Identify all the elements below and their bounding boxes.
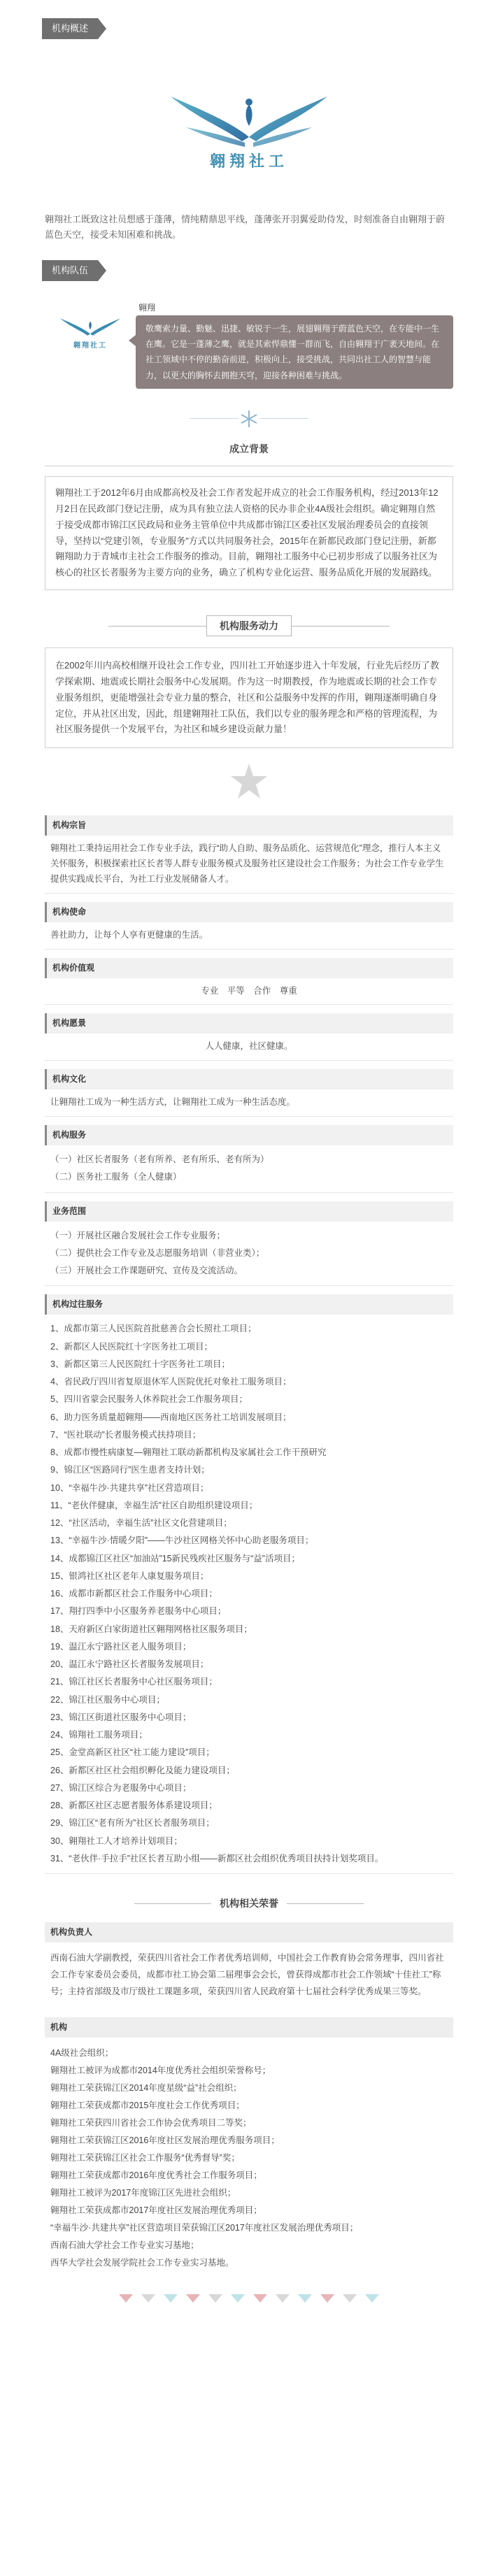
projects-card [45, 1294, 453, 1874]
list-item: 12、“社区活动，幸福生活”社区文化营建项目； [50, 1518, 232, 1529]
snowflake-icon [239, 408, 259, 429]
list-item: 翱翔社工被评为成都市2014年度优秀社会组织荣誉称号； [50, 2065, 271, 2075]
list-item: 翱翔社工荣获成都市2015年度社会工作优秀项目； [50, 2100, 245, 2110]
divider-line [292, 626, 390, 627]
star-icon [228, 761, 270, 803]
background-text: 翱翔社工于2012年6月由成都高校及社会工作者发起并成立的社会工作服务机构，经过2013年12月2日在民政部门登记注册，成为具有独立法人资格的民办非企业4A级社会组织。确定翱翔自然于接受成都市锦江区民政局和业务主管单位中共成都市锦江区委社区发展治理委员会的直接领导，坚持以“党建引领，专业服务”方式以共同服务社会，2015年在新都民政部门登记注册，新都翱翔助力于青城市主社会工作服务的推动。目前，翱翔社工服务中心已初步形成了以服务社区为核心的社区长者服务为主要方向的业务，确立了机构专业化运营、服务品质化开展的发展路线。 [55, 487, 439, 578]
triangle-icon [320, 2294, 334, 2303]
list-item: 20、温江永宁路社区长者服务发展项目； [50, 1659, 209, 1670]
honor-person-body: 西南石油大学副教授，荣获四川省社会工作者优秀培训师，中国社会工作教育协会常务理事，四川省社会工作专家委员会委员，成都市社工协会第二届理事会会长，曾获得成都市社会工作领域“十佳社工”称号；主持省部级及市厅级社工课题多项，荣获四川省人民政府第十七届社会科学优秀成果三等奖。 [50, 1952, 444, 1997]
intro-paragraph: 翱翔社工既致这社员想感于蓬薄，情纯精鼎思平线，蓬薄张开羽翼爱助侍发，时刻准备自由翱翔于蔚蓝色天空，接受未知困难和挑战。 [45, 213, 446, 241]
divider-line [259, 418, 308, 419]
services-head: 机构服务 [45, 1125, 453, 1145]
team-logo-text: 翱翔社工 [73, 342, 107, 350]
info-card-head: 机构文化 [45, 1069, 453, 1089]
info-card [45, 902, 453, 950]
divider-line [287, 1903, 364, 1904]
team-description-box: 敬鹰索力量、勤魅、迅捷、敏锐于一生，展翅翱翔于蔚蓝色天空，在专能中一生在鹰。它是一蓬薄之鹰，就是其索悍鼎懂一群而飞，自由翱翔于广袤天地间。在社工领域中不停的勤奋前进，积极向上，接受挑战，共同出社工人的智慧与能力，以更大的胸怀去拥抱天穹，迎接各种困难与挑战。 [136, 315, 453, 389]
list-item: 17、翔打四季中小区服务养老服务中心项目； [50, 1606, 227, 1617]
list-item: 16、成都市新都区社会工作服务中心项目； [50, 1589, 218, 1599]
divider-ornament [45, 408, 453, 429]
list-item: 2、新都区人民医院红十字医务社工项目； [50, 1341, 213, 1352]
overview-tag-label: 机构概述 [42, 18, 98, 39]
list-item: 3、新都区第三人民医院红十字医务社工项目； [50, 1359, 230, 1369]
list-item: 西南石油大学社会工作专业实习基地； [50, 2240, 199, 2250]
honors-title-row [45, 1895, 453, 1912]
background-box [45, 476, 453, 590]
divider-line [134, 1903, 211, 1904]
triangle-icon [186, 2294, 200, 2303]
list-item: 10、“幸福牛沙·共建共享”社区营造项目； [50, 1482, 209, 1493]
triangle-icon [253, 2294, 267, 2303]
footer-ornament [45, 2294, 453, 2303]
brand-logo [45, 81, 453, 176]
background-section [45, 441, 453, 590]
list-item: 6、助力医务质量超翱翔——西南地区医务社工培训发展项目； [50, 1412, 292, 1422]
info-card-body: 让翱翔社工成为一种生活方式，让翱翔社工成为一种生活态度。 [45, 1089, 453, 1117]
list-item: 翱翔社工荣获四川省社会工作协会优秀项目二等奖； [50, 2117, 252, 2128]
list-item: （二）医务社工服务（全人健康） [50, 1172, 182, 1182]
list-item: 29、锦江区“老有所为”社区长者服务项目； [50, 1818, 215, 1829]
team-title: 翱翔 [138, 303, 156, 313]
info-card [45, 815, 453, 894]
list-item: 27、锦江区综合为老服务中心项目； [50, 1782, 192, 1793]
tag-arrow [98, 260, 106, 281]
list-item: （一）开展社区融合发展社会工作专业服务； [50, 1230, 226, 1240]
list-item: 23、锦江区街道社区服务中心项目； [50, 1712, 192, 1722]
triangle-icon [141, 2294, 155, 2303]
list-item: 4A级社会组织； [50, 2047, 114, 2058]
triangle-icon [276, 2294, 290, 2303]
info-card [45, 958, 453, 1006]
honor-org-card [45, 2017, 453, 2279]
list-item: 翱翔社工荣获锦江区社会工作服务“优秀督导”奖； [50, 2152, 240, 2163]
honor-person-head: 机构负责人 [45, 1922, 453, 1942]
list-item: 19、温江永宁路社区老人服务项目； [50, 1641, 192, 1652]
info-card-body: 翱翔社工秉持运用社会工作专业手法，践行“助人自助、服务品质化、运营规范化”理念，推行人本主义关怀服务，积极探索社区长者等人群专业服务模式及服务社区建设社会工作服务；为社会工作专业学生提供实践成长平台，为社工行业发展储备人才。 [45, 836, 453, 894]
honors-title: 机构相关荣誉 [220, 1898, 278, 1910]
list-item: 13、“幸福牛沙·情暖夕阳”——牛沙社区网格关怀中心助老服务项目； [50, 1536, 314, 1546]
info-card [45, 1013, 453, 1061]
list-item: “幸福牛沙·共建共享”社区营造项目荣获锦江区2017年度社区发展治理优秀项目； [50, 2222, 359, 2233]
triangle-icon [343, 2294, 357, 2303]
triangle-icon [208, 2294, 222, 2303]
scope-list [45, 1222, 453, 1287]
overview-section [45, 0, 453, 243]
honor-org-list [45, 2038, 453, 2279]
info-card [45, 1069, 453, 1117]
scope-card [45, 1201, 453, 1287]
info-card-head: 机构价值观 [45, 958, 453, 978]
list-item: （三）开展社会工作课题研究、宣传及交流活动。 [50, 1266, 243, 1276]
tag-arrow [98, 18, 106, 39]
projects-head: 机构过往服务 [45, 1294, 453, 1315]
brand-logo-text: 翱翔社工 [209, 152, 288, 170]
info-section [45, 815, 453, 1874]
motive-title-row [45, 615, 453, 637]
list-item: 15、银鸿社区社区老年人康复服务项目； [50, 1570, 209, 1581]
triangle-icon [298, 2294, 312, 2303]
honor-person-card [45, 1922, 453, 2008]
divider-line [190, 418, 239, 419]
services-list [45, 1145, 453, 1193]
list-item: 翱翔社工荣获锦江区2016年度社区发展治理优秀服务项目； [50, 2135, 280, 2145]
projects-list [45, 1315, 453, 1874]
list-item: 1、成都市第三人民医院首批慈善合会长照社工项目； [50, 1324, 257, 1334]
triangle-icon [231, 2294, 245, 2303]
list-item: 14、成都锦江区社区“加油站”15新民残疾社区服务与“益”活项目； [50, 1553, 300, 1564]
team-block [45, 301, 453, 389]
info-card-head: 机构愿景 [45, 1013, 453, 1033]
list-item: 9、锦江区“医路同行”医生患者支持计划； [50, 1465, 210, 1475]
info-card-body: 专业 平等 合作 尊重 [45, 978, 453, 1006]
list-item: 8、成都市慢性病康复—翱翔社工联动新都机构及家属社会工作干预研究 [50, 1447, 327, 1458]
motive-box [45, 647, 453, 748]
info-card-body: 人人健康，社区健康。 [45, 1033, 453, 1061]
list-item: 翱翔社工荣获成都市2017年度社区发展治理优秀项目； [50, 2205, 262, 2215]
overview-tag [42, 18, 106, 39]
list-item: 30、翱翔社工人才培养计划项目； [50, 1836, 183, 1846]
scope-head: 业务范围 [45, 1201, 453, 1222]
list-item: （二）提供社会工作专业及志愿服务培训（非营业类）； [50, 1247, 265, 1258]
list-item: 11、“老伙伴健康，幸福生活”社区自助组织建设项目； [50, 1500, 258, 1510]
team-tag-label: 机构队伍 [42, 260, 98, 281]
team-tag [42, 260, 106, 281]
list-item: 21、锦江社区长者服务中心社区服务项目； [50, 1677, 218, 1687]
info-card-body: 善社助力，让每个人享有更健康的生活。 [45, 922, 453, 950]
triangle-icon [164, 2294, 178, 2303]
eagle-wings-icon [158, 81, 340, 151]
triangle-icon [365, 2294, 379, 2303]
background-title: 成立背景 [229, 443, 269, 455]
eagle-wings-icon [55, 312, 125, 340]
team-content [136, 301, 453, 389]
list-item: 5、四川省蒙会民服务人休养院社会工作服务项目； [50, 1394, 248, 1405]
list-item: 26、新都区社区社会组织孵化及能力建设项目； [50, 1765, 235, 1775]
list-item: 西华大学社会发展学院社会工作专业实习基地。 [50, 2257, 234, 2268]
motive-text: 在2002年川内高校相继开设社会工作专业，四川社工开始逐步进入十年发展，行业先后经历了教学探索期、地震或长期社会服务中心发展期。作为这一时期教授，作为地震或长期的社会工作专业服务组织，更能增强社会专业力量的整合，社区和公益服务中发挥的作用，翱翔逐渐明确自身定位，并从社区出发，因此，组建翱翔社工队伍，我们以专业的服务理念和严格的管理流程，为社区服务提供一个发展平台，为社区和城乡建设贡献力量！ [55, 660, 439, 735]
honor-org-head: 机构 [45, 2017, 453, 2038]
list-item: 31、“老伙伴·手拉手”社区长者互助小组——新都区社会组织优秀项目扶持计划奖项目。 [50, 1853, 384, 1863]
list-item: 18、天府新区白家街道社区翱翔网格社区服务项目； [50, 1624, 252, 1634]
team-section [45, 260, 453, 389]
info-card-head: 机构宗旨 [45, 815, 453, 836]
list-item: 7、“医社联动”长者服务模式扶持项目； [50, 1429, 201, 1440]
triangle-icon [119, 2294, 133, 2303]
team-logo [45, 301, 136, 352]
services-card [45, 1125, 453, 1193]
list-item: 22、锦江社区服务中心项目； [50, 1694, 165, 1705]
list-item: 25、金堂高新区社区“社工能力建设”项目； [50, 1747, 215, 1758]
list-item: 24、锦翔社工服务项目； [50, 1730, 148, 1740]
list-item: 28、新都区社区志愿者服务体系建设项目； [50, 1801, 218, 1811]
motive-title: 机构服务动力 [206, 615, 292, 637]
list-item: 4、省民政厅四川省复原退休军人医院优托对象社工服务项目； [50, 1377, 292, 1387]
list-item: （一）社区长者服务（老有所养、老有所乐、老有所为） [50, 1154, 269, 1165]
list-item: 翱翔社工被评为2017年度锦江区先进社会组织； [50, 2187, 236, 2198]
star-ornament [45, 761, 453, 803]
list-item: 翱翔社工荣获锦江区2014年度星级“益”社会组织； [50, 2082, 242, 2093]
divider-line [108, 626, 206, 627]
list-item: 翱翔社工荣获成都市2016年度优秀社会工作服务项目； [50, 2170, 262, 2180]
info-card-head: 机构使命 [45, 902, 453, 922]
